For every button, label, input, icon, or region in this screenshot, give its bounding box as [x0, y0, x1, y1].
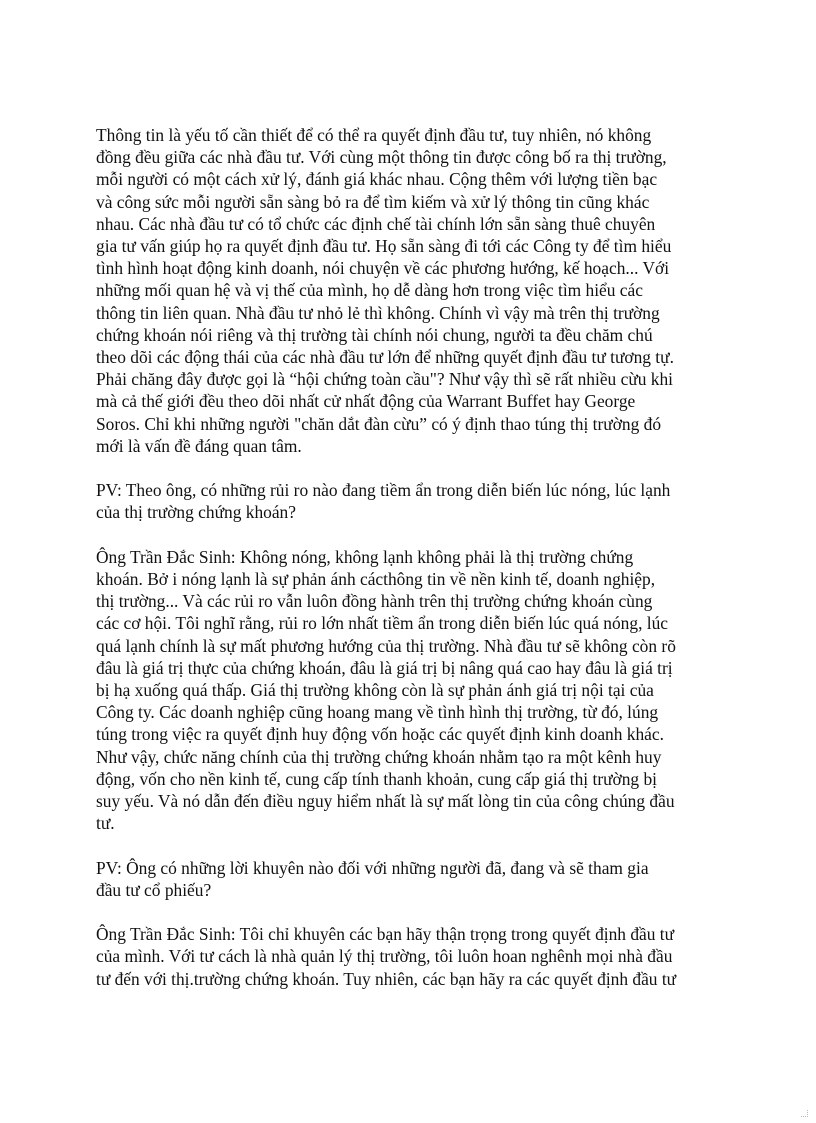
text-line: Ông Trần Đắc Sinh: Không nóng, không lạnh không phải là thị trường chứng: [96, 546, 634, 567]
text-line: chứng khoán nói riêng và thị trường tài chính nói chung, người ta đều chăm chú: [96, 324, 653, 345]
text-line: gia tư vấn giúp họ ra quyết định đầu tư. Họ sẵn sàng đi tới các Công ty để tìm hiểu: [96, 236, 672, 257]
text-line: Soros. Chỉ khi những người "chăn dắt đàn cừu” có ý định thao túng thị trường đó: [96, 413, 662, 434]
paragraph: [96, 923, 722, 990]
text-line: khoán. Bở i nóng lạnh là sự phản ánh cácthông tin về nền kinh tế, doanh nghiệp,: [96, 569, 656, 590]
text-line: đâu là giá trị thực của chứng khoán, đâu là giá trị bị nâng quá cao hay đâu là giá trị: [96, 657, 673, 678]
text-line: những mối quan hệ và vị thế của mình, họ dễ dàng hơn trong việc tìm hiểu các: [96, 280, 643, 301]
text-line: quá lạnh chính là sự mất phương hướng của thị trường. Nhà đầu tư sẽ không còn rõ: [96, 635, 676, 656]
paragraph: [96, 124, 722, 457]
text-line: của thị trường chứng khoán?: [96, 502, 296, 523]
text-line: mà cả thế giới đều theo dõi nhất cử nhất động của Warrant Buffet hay George: [96, 391, 636, 412]
text-line: động, vốn cho nền kinh tế, cung cấp tính thanh khoản, cung cấp giá thị trường bị: [96, 768, 657, 789]
text-line: Công ty. Các doanh nghiệp cũng hoang mang về tình hình thị trường, từ đó, lúng: [96, 702, 659, 723]
text-line: Ông Trần Đắc Sinh: Tôi chỉ khuyên các bạn hãy thận trọng trong quyết định đầu tư: [96, 924, 675, 945]
text-line: thị trường... Và các rủi ro vẫn luôn đồng hành trên thị trường chứng khoán cùng: [96, 591, 653, 612]
text-line: theo dõi các động thái của các nhà đầu tư lớn để những quyết định đầu tư tương tự.: [96, 347, 674, 368]
paragraph: [96, 546, 722, 835]
text-line: tư đến với thị.trường chứng khoán. Tuy nhiên, các bạn hãy ra các quyết định đầu tư: [96, 968, 677, 989]
text-line: Phải chăng đây được gọi là “hội chứng toàn cầu"? Như vậy thì sẽ rất nhiều cừu khi: [96, 369, 674, 390]
text-line: của mình. Với tư cách là nhà quản lý thị trường, tôi luôn hoan nghênh mọi nhà đầu: [96, 946, 673, 967]
text-line: nhau. Các nhà đầu tư có tổ chức các định chế tài chính lớn sẵn sàng thuê chuyên: [96, 213, 656, 234]
text-line: mỗi người có một cách xử lý, đánh giá khác nhau. Cộng thêm với lượng tiền bạc: [96, 169, 658, 190]
text-line: đầu tư cổ phiếu?: [96, 879, 212, 900]
text-line: thông tin liên quan. Nhà đầu tư nhỏ lẻ thì không. Chính vì vậy mà trên thị trường: [96, 302, 660, 323]
text-line: suy yếu. Và nó dẫn đến điều nguy hiểm nhất là sự mất lòng tin của công chúng đầu: [96, 791, 675, 812]
text-line: Thông tin là yếu tố cần thiết để có thể ra quyết định đầu tư, tuy nhiên, nó không: [96, 125, 652, 145]
text-line: tư.: [96, 813, 115, 834]
text-line: PV: Ông có những lời khuyên nào đối với những người đã, đang và sẽ tham gia: [96, 857, 649, 878]
page-corner-mark: [801, 1110, 808, 1117]
document-body: [96, 124, 722, 1012]
text-line: PV: Theo ông, có những rủi ro nào đang tiềm ẩn trong diễn biến lúc nóng, lúc lạnh: [96, 480, 671, 501]
text-line: bị hạ xuống quá thấp. Giá thị trường không còn là sự phản ánh giá trị nội tại của: [96, 680, 654, 701]
text-line: mới là vấn đề đáng quan tâm.: [96, 435, 302, 456]
text-line: túng trong việc ra quyết định huy động vốn hoặc các quyết định kinh doanh khác.: [96, 724, 664, 745]
text-line: các cơ hội. Tôi nghĩ rằng, rủi ro lớn nhất tiềm ẩn trong diễn biến lúc quá nóng, lúc: [96, 613, 669, 634]
text-line: tình hình hoạt động kinh doanh, nói chuyện về các phương hướng, kế hoạch... Với: [96, 258, 670, 279]
text-line: đồng đều giữa các nhà đầu tư. Với cùng một thông tin được công bố ra thị trường,: [96, 147, 667, 168]
text-line: Như vậy, chức năng chính của thị trường chứng khoán nhằm tạo ra một kênh huy: [96, 746, 662, 767]
text-line: và công sức mỗi người sẵn sàng bỏ ra để tìm kiếm và xử lý thông tin cũng khác: [96, 191, 650, 212]
paragraph: [96, 479, 722, 523]
paragraph: [96, 857, 722, 901]
